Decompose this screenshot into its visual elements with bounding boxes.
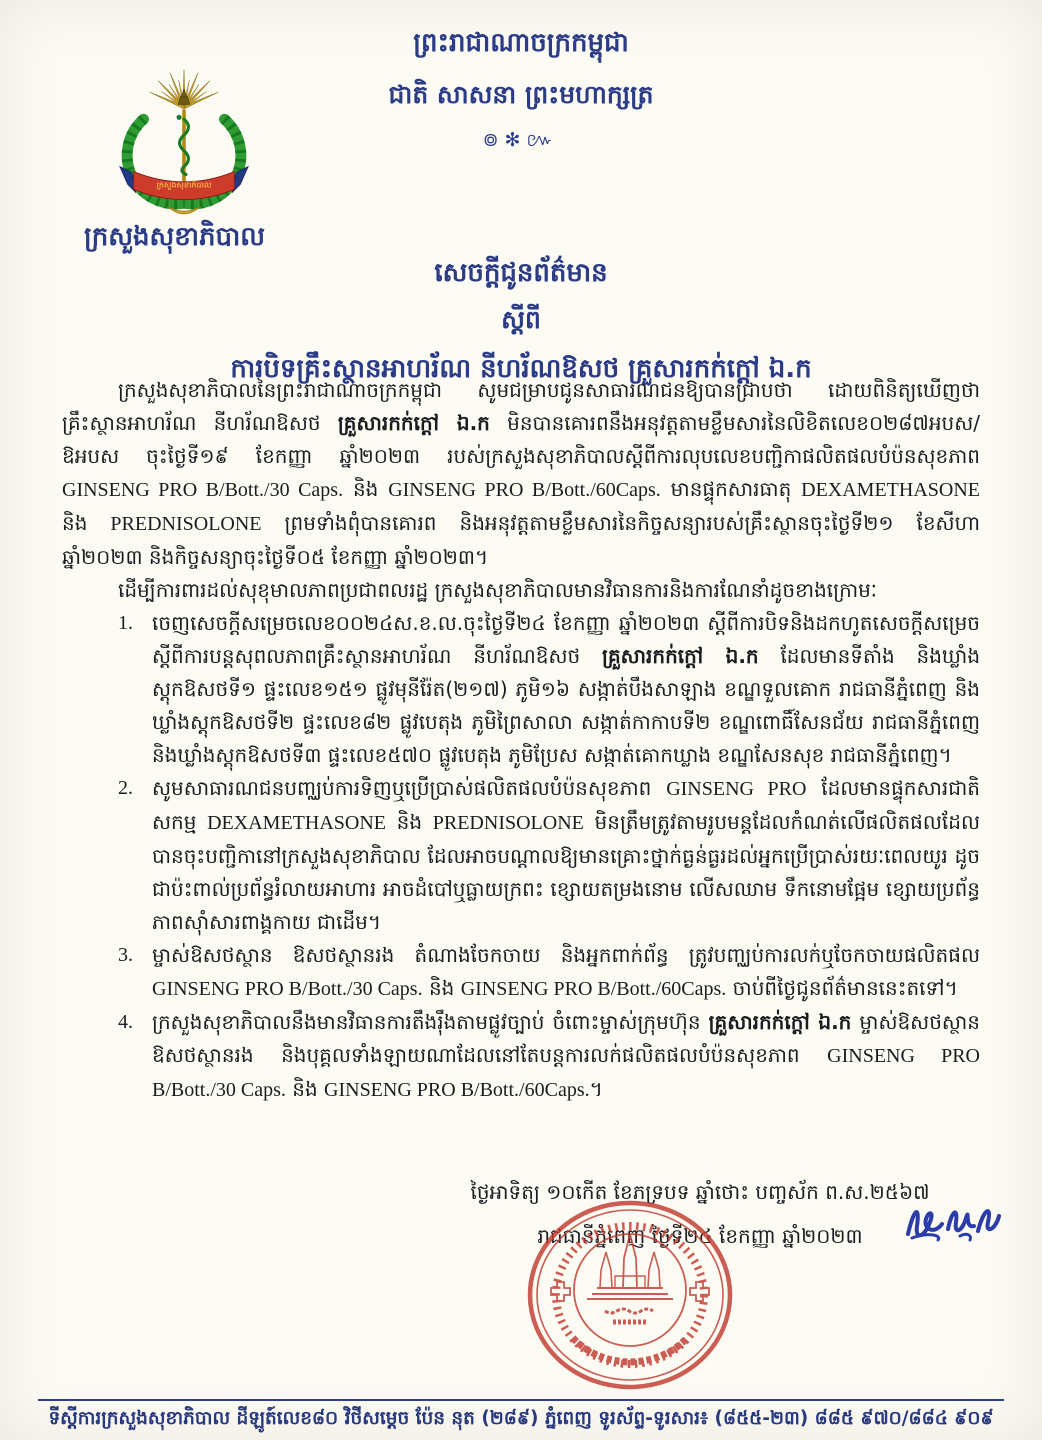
notice-title-block [0,256,1042,390]
footer-rule [38,1399,1004,1401]
text-run: សូមសាធារណជនបញ្ឈប់ការទិញឬប្រើប្រាស់ផលិតផលបំប៉នសុខភាព [152,776,667,800]
list-number: 1. [118,612,133,634]
gregorian-date-line: រាជធានីភ្នំពេញ ថ្ងៃទី២៤ ខែកញ្ញា ឆ្នាំ២០២៣ [537,1224,863,1248]
list-number: 3. [118,944,133,966]
signature-icon [898,1188,1006,1260]
list-content [152,772,980,939]
list-content [152,1006,980,1107]
text-run: PREDNISOLONE [110,513,262,535]
text-run: ព្រមទាំងពុំបានគោរព និងអនុវត្តតាមខ្លឹមសារនៃកិច្ចសន្យារបស់គ្រឹះស្ថានចុះថ្ងៃទី២១ ខែសីហា ឆ្នាំ២០២៣ និងកិច្ចសន្យាចុះថ្ងៃទី០៥ ខែកញ្ញា ឆ្នាំ២០២៣។ [62,511,980,569]
lunar-date-line: ថ្ងៃអាទិត្យ ១០កើត ខែភទ្របទ ឆ្នាំថោះ បញ្ចស័ក ព.ស.២៥៦៧ [470,1180,930,1204]
text-run: មិនបានគោរពនឹងអនុវត្តតាមខ្លឹមសារនៃលិខិតលេខ០២៨៧អបស/ឱអបស ចុះថ្ងៃទី១៩ ខែកញ្ញា ឆ្នាំ២០២៣ របស់ក្រសួងសុខាភិបាលស្តីពីការលុបលេខបញ្ជិកាផលិតផលបំប៉នសុខភាព [62,411,980,468]
list-content [152,607,980,772]
measures-intro-line: ដើម្បីការពារដល់សុខុមាលភាពប្រជាពលរដ្ឋ ក្រសួងសុខាភិបាលមានវិធានការនិងការណែនាំដូចខាងក្រោមៈ [118,578,877,602]
header-ornament: ៙✻៚ [482,129,560,151]
text-run: GINSENG PRO [666,778,807,800]
list-content [152,939,980,1006]
text-run: ចេញសេចក្តីសម្រេចលេខ០០២៤ស.ខ.ល.ចុះថ្ងៃទី២៤ ខែកញ្ញា ឆ្នាំ២០២៣ ស្តីពីការបិទនិងដកហូតសេចក្តីសម្រេចស្តីពីការបន្តសុពលភាពគ្រឹះស្ថានអាហរ័ណ នីហរ័ណឱសថ [152,611,980,668]
text-run: PREDNISOLONE [432,812,584,834]
text-run: GINSENG PRO B/Bott./30 Caps. [62,479,344,501]
text-run: ក្រសួងសុខាភិបាលនៃព្រះរាជាណាចក្រកម្ពុជា សូមជម្រាបជូនសាធារណជនឱ្យបានជ្រាបថា ដោយពិនិត្យឃើញថាគ្រឹះស្ថានអាហរ័ណ នីហរ័ណឱសថ [62,378,980,435]
document-header [0,26,1042,156]
text-run: មានផ្ទុកសារធាតុ [660,477,802,501]
text-run: ម្ចាស់ឱសថស្ថាន ឱសថស្ថានរង និងបុគ្គលទាំងឡាយណាដែលនៅតែបន្តការលក់ផលិតផលបំប៉នសុខភាព [152,1010,981,1067]
list-item-4 [62,1006,980,1107]
text-run: DEXAMETHASONE [801,479,981,501]
ministry-name-label: ក្រសួងសុខាភិបាល [84,222,266,252]
text-run: និង [386,810,433,834]
list-item-2 [62,772,980,939]
list-item-1 [62,607,980,772]
text-run: មិនត្រឹមត្រូវតាមរូបមន្តដែលកំណត់លើផលិតផលដែលបានចុះបញ្ជិកានៅក្រសួងសុខាភិបាល ដែលអាចបណ្តាលឱ្យមានគ្រោះថ្នាក់ធ្ងន់ធ្ងរដល់អ្នកប្រើប្រាស់រយៈពេលយូរ ដូចជាប៉ះពាល់ប្រព័ន្ធរំលាយអាហារ អាចដំបៅឬធ្លាយក្រពះ ខ្សោយតម្រងនោម លើសឈាម ទឹកនោមផ្អែម ខ្សោយប្រព័ន្ធភាពស៊ាំសារពាង្គកាយ ជាដើម។ [152,810,980,934]
text-run: GINSENG PRO B/Bott./30 Caps. [152,1045,980,1101]
list-number: 2. [118,777,133,799]
text-run: គ្រួសារកក់ក្តៅ ឯ.ក [602,644,759,668]
text-run: GINSENG PRO B/Bott./30 Caps. [152,978,423,1000]
text-run: GINSENG PRO B/Bott./60Caps. [388,479,661,501]
text-run: គ្រួសារកក់ក្តៅ ឯ.ក [337,411,490,435]
list-number: 4. [118,1011,133,1033]
national-motto: ជាតិ សាសនា ព្រះមហាក្សត្រ [388,80,654,109]
opening-paragraph [62,374,980,574]
text-run: ដែលមានទីតាំង និងឃ្លាំងស្តុកឱសថទី១ ផ្ទះលេខ១៥១ ផ្លូវមុនីរ៉ែត(២១៧) ភូមិ១៦ សង្កាត់បឹងសាឡាង ខណ្ឌទួលគោក រាជធានីភ្នំពេញ និងឃ្លាំងស្តុកឱសថទី២ ផ្ទះលេខ៨២ ផ្លូវបេតុង ភូមិព្រៃសាលា សង្កាត់កាកាបទី២ ខណ្ឌពោធិ៍សែនជ័យ រាជធានីភ្នំពេញ និងឃ្លាំងស្តុកឱសថទី៣ ផ្ទះលេខ៥៧០ ផ្លូវបេតុង ភូមិប្រែស សង្កាត់គោកឃ្លាង ខណ្ឌសែនសុខ រាជធានីភ្នំពេញ។ [152,644,981,767]
text-run: និង [343,477,389,501]
document-body [62,374,980,1107]
list-item-3 [62,939,980,1006]
document-footer [38,1399,1004,1434]
ministry-seal-icon [525,1198,735,1394]
text-run: និង [422,976,461,1000]
text-run: ដែលមានផ្ទុកសារជាតិសកម្ម [152,776,980,834]
notice-subject-label: ស្តីពី [501,305,541,334]
footer-address: ទីស្តីការក្រសួងសុខាភិបាល ដីឡូត៍លេខ៨០ វិថីសម្តេច ប៉ែន នុត (២៨៩) ភ្នំពេញ ទូរស័ព្ទ-ទូរសារ៖ (៨៥៥-២៣) ៨៨៥ ៩៧០/៨៨៤ ៩០៩ [48,1408,994,1429]
text-run: និង [285,1077,325,1101]
text-run: និង [62,511,111,535]
text-run: DEXAMETHASONE [207,812,386,834]
notice-title: សេចក្តីជូនព័ត៌មាន [434,258,608,288]
text-run: ចាប់ពីថ្ងៃជូនព័ត៌មាននេះតទៅ។ [726,976,958,1000]
emblem-banner-label: ក្រសួងសុខាភិបាល [156,180,212,190]
kingdom-title: ព្រះរាជាណាចក្រកម្ពុជា [413,28,629,58]
text-run: ។ [589,1077,603,1101]
text-run: GINSENG PRO B/Bott./60Caps. [324,1079,590,1101]
text-run: ម្ចាស់ឱសថស្ថាន ឱសថស្ថានរង តំណាងចែកចាយ និងអ្នកពាក់ព័ន្ធ ត្រូវបញ្ឈប់ការលក់ឬចែកចាយផលិតផល [152,943,980,967]
text-run: ក្រសួងសុខាភិបាលនឹងមានវិធានការតឹងរ៉ឹងតាមផ្លូវច្បាប់ ចំពោះម្ចាស់ក្រុមហ៊ុន [152,1010,709,1034]
notice-subject-line: ការបិទគ្រឹះស្ថានអាហរ័ណ នីហរ័ណឱសថ គ្រួសារកក់ក្តៅ ឯ.ក [230,354,812,384]
text-run: GINSENG PRO B/Bott./60Caps. [460,978,727,1000]
text-run: គ្រួសារកក់ក្តៅ ឯ.ក [708,1010,852,1034]
